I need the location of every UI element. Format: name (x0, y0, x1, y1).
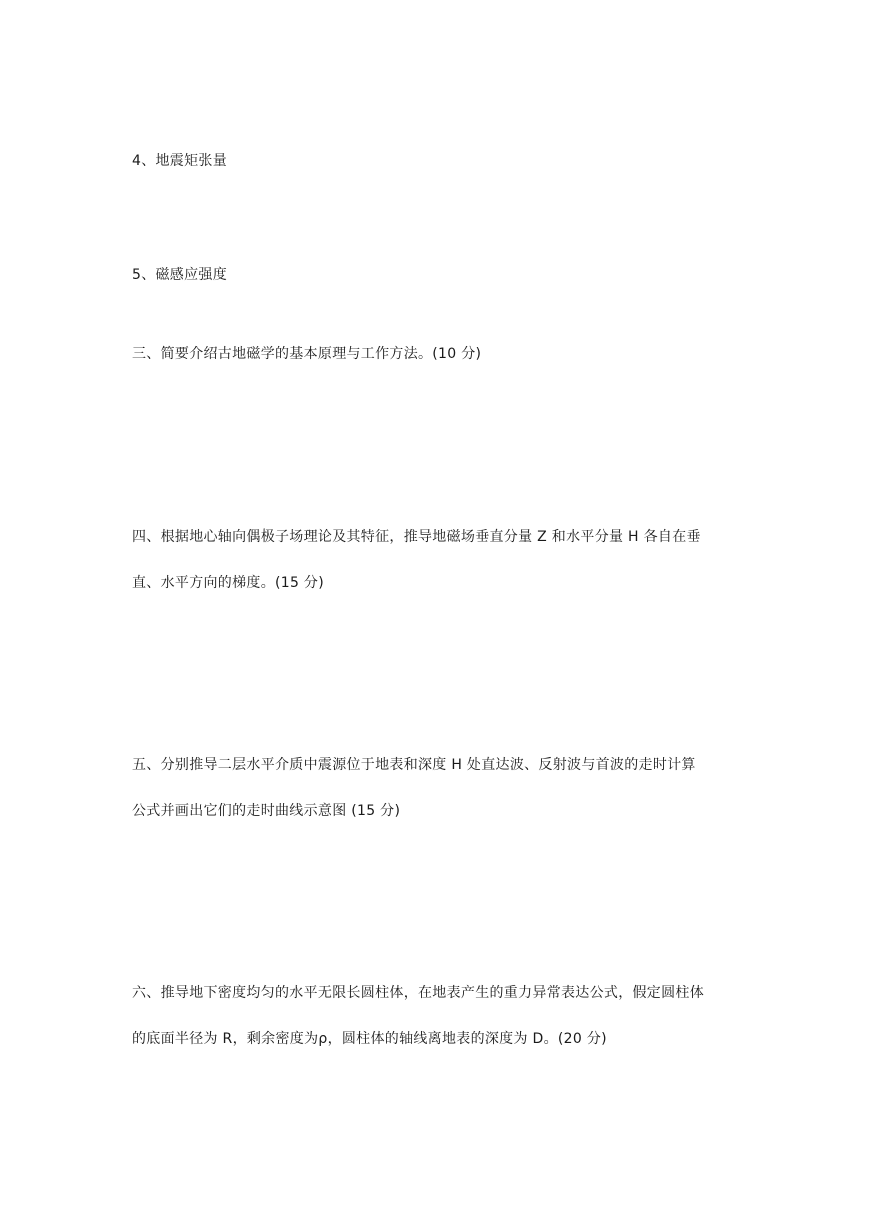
question-5-line-1: 五、分别推导二层水平介质中震源位于地表和深度 H 处直达波、反射波与首波的走时计算 (132, 757, 696, 773)
question-6-line-2: 的底面半径为 R，剩余密度为ρ，圆柱体的轴线离地表的深度为 D。(20 分) (132, 1031, 607, 1047)
question-4-line-2: 直、水平方向的梯度。(15 分) (132, 575, 324, 591)
question-4-line-1: 四、根据地心轴向偶极子场理论及其特征，推导地磁场垂直分量 Z 和水平分量 H 各自在垂 (132, 529, 701, 545)
question-3: 三、简要介绍古地磁学的基本原理与工作方法。(10 分) (132, 346, 482, 362)
question-5-line-2: 公式并画出它们的走时曲线示意图 (15 分) (132, 803, 401, 819)
term-4-seismic-moment-tensor: 4、地震矩张量 (132, 153, 228, 169)
term-5-magnetic-induction: 5、磁感应强度 (132, 267, 228, 283)
question-6-line-1: 六、推导地下密度均匀的水平无限长圆柱体，在地表产生的重力异常表达公式，假定圆柱体 (132, 985, 704, 1001)
